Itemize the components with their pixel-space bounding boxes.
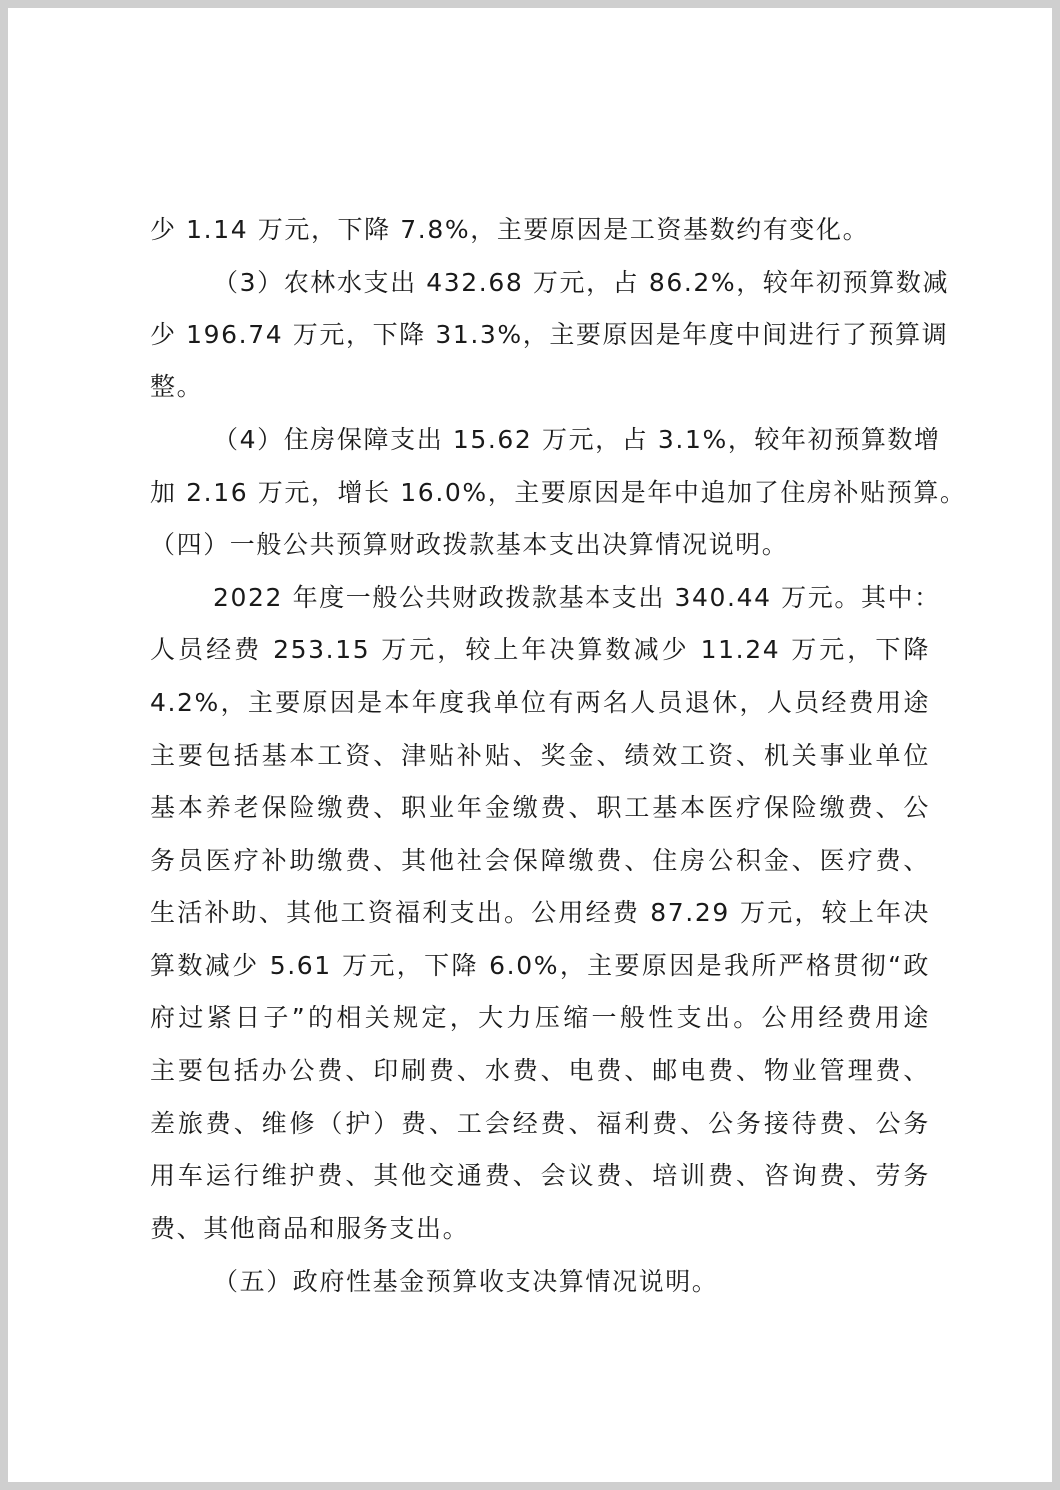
text-line: 加 2.16 万元，增长 16.0%，主要原因是年中追加了住房补贴预算。 (150, 478, 967, 507)
text-line: 差旅费、维修（护）费、工会经费、福利费、公务接待费、公务 (150, 1109, 930, 1138)
text-line: 基本养老保险缴费、职业年金缴费、职工基本医疗保险缴费、公 (150, 793, 930, 822)
text-line: （4）住房保障支出 15.62 万元，占 3.1%，较年初预算数增 (213, 425, 941, 454)
text-line: （3）农林水支出 432.68 万元，占 86.2%，较年初预算数减 (213, 268, 950, 297)
text-line: 算数减少 5.61 万元，下降 6.0%，主要原因是我所严格贯彻“政 (150, 951, 930, 980)
text-line: 生活补助、其他工资福利支出。公用经费 87.29 万元，较上年决 (150, 898, 930, 927)
text-line: 用车运行维护费、其他交通费、会议费、培训费、咨询费、劳务 (150, 1161, 930, 1190)
text-line: 务员医疗补助缴费、其他社会保障缴费、住房公积金、医疗费、 (150, 846, 930, 875)
text-line: 4.2%，主要原因是本年度我单位有两名人员退休，人员经费用途 (150, 688, 930, 717)
text-line: 费、其他商品和服务支出。 (150, 1214, 470, 1243)
text-line: 少 1.14 万元，下降 7.8%，主要原因是工资基数约有变化。 (150, 215, 870, 244)
text-line: 整。 (150, 372, 204, 401)
text-line: 人员经费 253.15 万元，较上年决算数减少 11.24 万元，下降 (150, 635, 930, 664)
text-line: 主要包括基本工资、津贴补贴、奖金、绩效工资、机关事业单位 (150, 741, 930, 770)
text-line: 2022 年度一般公共财政拨款基本支出 340.44 万元。其中： (213, 583, 941, 612)
document-page (8, 8, 1052, 1482)
text-line: 府过紧日子”的相关规定，大力压缩一般性支出。公用经费用途 (150, 1003, 930, 1032)
text-line: 主要包括办公费、印刷费、水费、电费、邮电费、物业管理费、 (150, 1056, 930, 1085)
text-line: 少 196.74 万元，下降 31.3%，主要原因是年度中间进行了预算调 (150, 320, 949, 349)
section-heading: （四）一般公共预算财政拨款基本支出决算情况说明。 (150, 530, 789, 559)
section-heading: （五）政府性基金预算收支决算情况说明。 (213, 1267, 719, 1296)
